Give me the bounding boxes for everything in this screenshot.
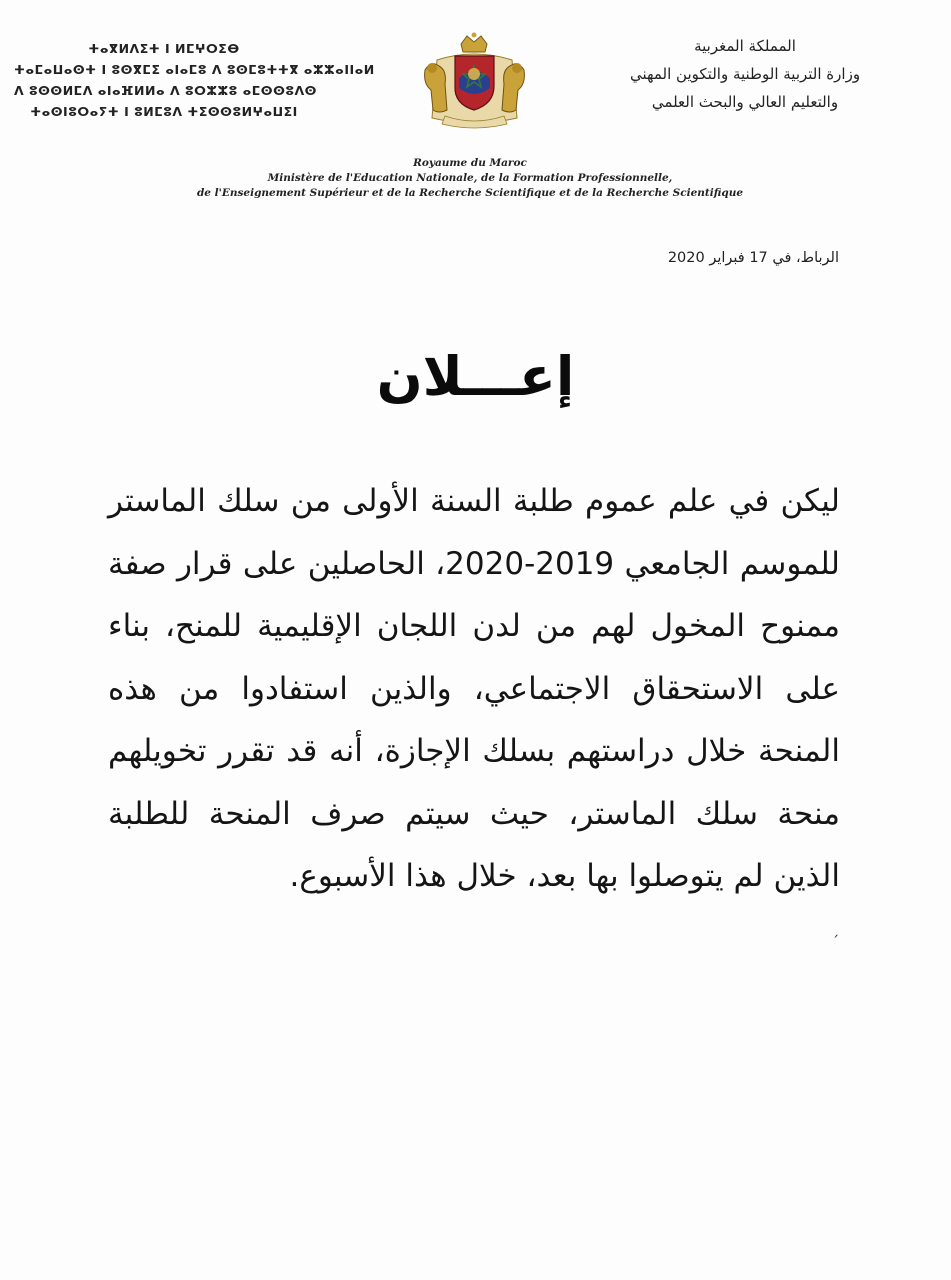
arabic-header-line-2: وزارة التربية الوطنية والتكوين المهني — [629, 65, 861, 83]
announcement-title: إعـــلان — [376, 345, 575, 408]
arabic-header — [595, 32, 895, 116]
arabic-header-line-3: والتعليم العالي والبحث العلمي — [651, 93, 839, 111]
tifinagh-line-2: ⵜⴰⵎⴰⵡⴰⵙⵜ ⵏ ⵓⵙⴳⵎⵉ ⴰⵏⴰⵎⵓ ⴷ ⵓⵙⵎⵓⵜⵜⴳ ⴰⵣⵣⴰⵏⵏⴰⵍ — [14, 62, 375, 77]
french-header — [170, 156, 770, 201]
announcement-body: ليكن في علم عموم طلبة السنة الأولى من سلك الماستر للموسم الجامعي 2019-2020، الحاصلين على قرار صفة ممنوح المخول لهم من لدن اللجان الإقليمية للمنح، بناء على الاستحقاق الاجتماعي، والذين استفادوا من هذه المنحة خلال دراستهم بسلك الإجازة، أنه قد تقرر تخويلهم منحة سلك الماستر، حيث سيتم صرف المنحة للطلبة الذين لم يتوصلوا بها بعد، خلال هذا الأسبوع. — [108, 483, 841, 894]
tifinagh-line-3: ⴷ ⵓⵙⵙⵍⵎⴷ ⴰⵏⴰⴼⵍⵍⴰ ⴷ ⵓⵔⵣⵣⵓ ⴰⵎⵙⵙⵓⴷⵙ — [14, 83, 317, 98]
stray-mark: ˏ — [832, 922, 839, 938]
document-date: الرباط، في 17 فبراير 2020 — [667, 250, 839, 266]
tifinagh-line-1: ⵜⴰⴳⵍⴷⵉⵜ ⵏ ⵍⵎⵖⵔⵉⴱ — [88, 41, 240, 56]
tifinagh-header — [14, 38, 375, 122]
french-header-line-3: de l'Enseignement Supérieur et de la Recherche Scientifique et de la Recherche Scientifique — [196, 187, 744, 199]
french-header-line-1: Royaume du Maroc — [413, 157, 527, 169]
tifinagh-line-4: ⵜⴰⵙⵏⵓⵔⴰⵢⵜ ⵏ ⵓⵍⵎⵓⴷ ⵜⵉⵙⵙⵓⵍⵖⴰⵡⵉⵏ — [30, 104, 298, 119]
coat-of-arms-emblem — [417, 30, 532, 130]
arabic-header-line-1: المملكة المغربية — [694, 37, 796, 55]
french-header-line-2: Ministère de l'Education Nationale, de la Formation Professionnelle, — [267, 172, 673, 184]
